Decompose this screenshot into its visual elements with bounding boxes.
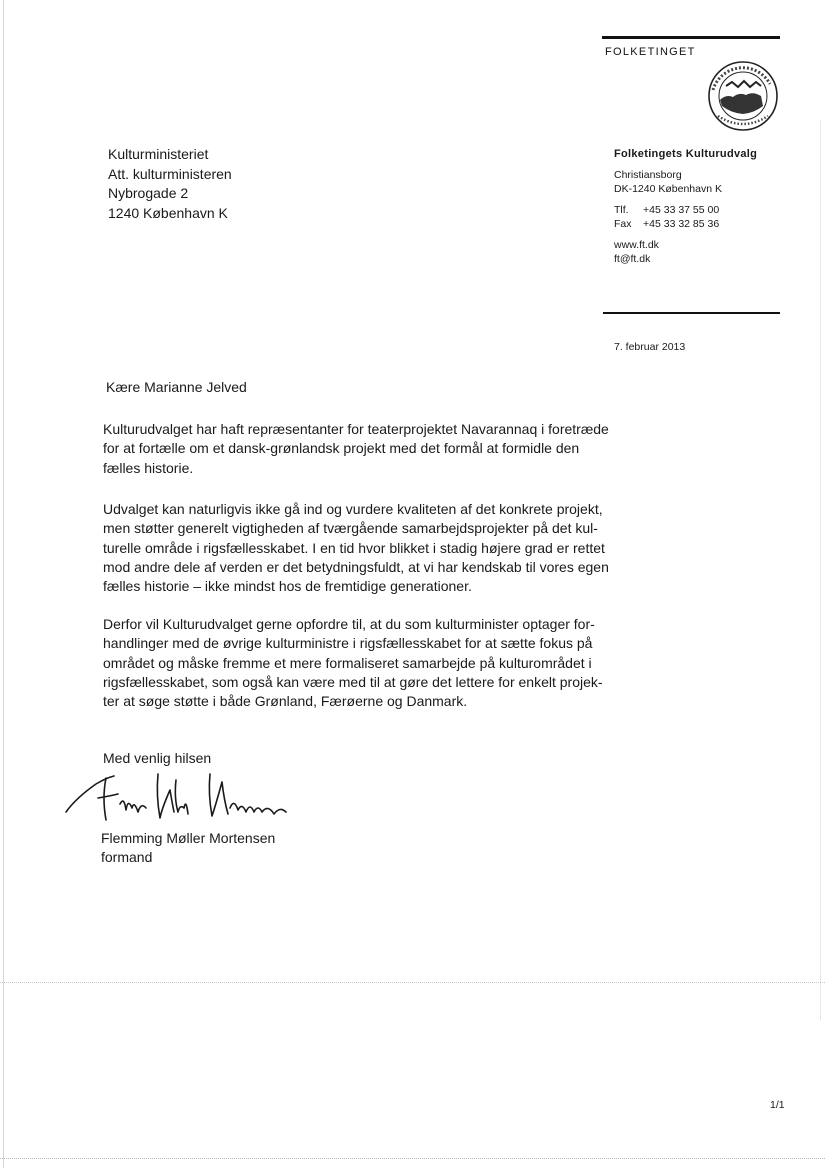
body-paragraph (103, 500, 609, 596)
paragraph-line: for at fortælle om et dansk-grønlandsk projekt med det formål at formidle den (103, 440, 580, 457)
letter-date: 7. februar 2013 (614, 341, 686, 353)
fax-number: +45 33 32 85 36 (643, 218, 720, 230)
paragraph-line: fælles historie – ikke mindst hos de fremtidige generationer. (103, 578, 472, 595)
body-paragraph (103, 420, 609, 478)
paragraph-line: turelle område i rigsfællesskabet. I en tid hvor blikket i stadig højere grad er rettet (103, 539, 605, 556)
letterhead-org-name: FOLKETINGET (605, 46, 696, 58)
sender-web: www.ft.dk (614, 239, 659, 251)
paragraph-line: ter at søge støtte i både Grønland, Færøerne og Danmark. (103, 693, 468, 710)
paragraph-line: Kulturudvalget har haft repræsentanter for teaterprojektet Navarannaq i foretræde (103, 421, 609, 437)
sender-committee: Folketingets Kulturudvalg (614, 148, 758, 160)
scan-edge-right (820, 120, 821, 1020)
body-paragraph (103, 615, 603, 711)
paragraph-line: handlinger med de øvrige kulturministre i rigsfællesskabet for at sætte fokus på (103, 635, 593, 652)
recipient-line: Att. kulturministeren (108, 165, 232, 182)
paragraph-line: området og måske fremme et mere formaliseret samarbejde på kulturområdet i (103, 654, 592, 671)
letterhead-rule (602, 36, 780, 39)
paragraph-line: rigsfællesskabet, som også kan være med til at gøre det lettere for enkelt projek- (103, 673, 603, 690)
paragraph-line: Udvalget kan naturligvis ikke gå ind og vurdere kvaliteten af det konkrete projekt, (103, 501, 603, 517)
paragraph-line: men støtter generelt vigtigheden af tværgående samarbejdsprojekter på det kul- (103, 520, 598, 537)
handwritten-signature (62, 768, 302, 838)
sender-email: ft@ft.dk (614, 253, 651, 265)
sender-block (614, 148, 757, 266)
recipient-address (108, 145, 232, 223)
signer-name: Flemming Møller Mortensen (101, 830, 276, 846)
scan-artifact-line-foot (0, 1158, 825, 1159)
recipient-line: 1240 København K (108, 204, 228, 221)
phone-number: +45 33 37 55 00 (643, 204, 720, 216)
signer-block (101, 829, 275, 867)
recipient-line: Kulturministeriet (108, 146, 209, 162)
scan-edge-left (3, 0, 4, 1168)
page-number: 1/1 (770, 1099, 785, 1111)
paragraph-line: fælles historie. (103, 459, 194, 476)
folketinget-seal-icon (706, 60, 780, 132)
closing: Med venlig hilsen (103, 750, 212, 766)
salutation: Kære Marianne Jelved (106, 379, 247, 395)
sender-postal: DK-1240 København K (614, 183, 722, 195)
signer-title: formand (101, 849, 153, 865)
paragraph-line: mod andre dele af verden er det betydningsfuldt, at vi har kendskab til vores egen (103, 558, 609, 575)
sender-phone (614, 203, 757, 217)
sender-rule (603, 312, 780, 314)
sender-building: Christiansborg (614, 169, 682, 181)
phone-label: Tlf. (614, 204, 629, 216)
paragraph-line: Derfor vil Kulturudvalget gerne opfordre til, at du som kulturminister optager for- (103, 616, 595, 632)
recipient-line: Nybrogade 2 (108, 185, 189, 201)
scan-artifact-line (0, 982, 825, 983)
fax-label: Fax (614, 218, 632, 230)
sender-fax (614, 217, 757, 231)
